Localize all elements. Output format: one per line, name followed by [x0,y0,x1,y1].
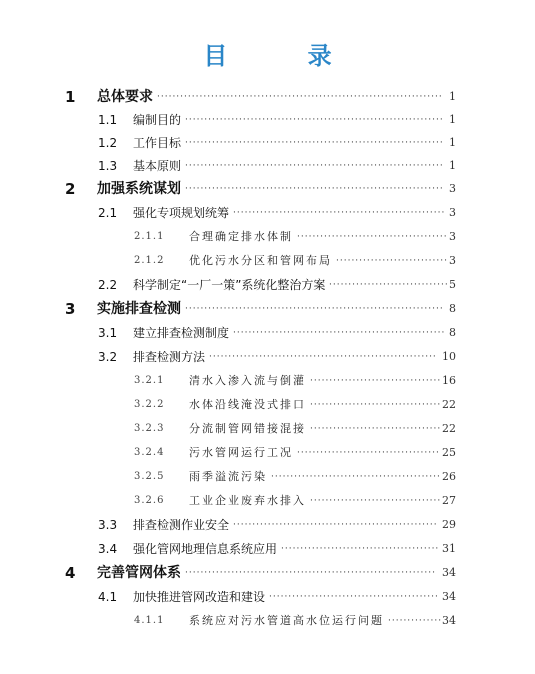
entry-label: 强化专项规划统筹 [133,206,230,220]
leader-dots: ·········································································· [157,92,443,102]
leader-dots: ····································· [297,448,440,458]
entry-label: 实施排查检测 [97,301,181,317]
page-number: 1 [449,159,456,172]
toc-entry[interactable] [0,538,535,560]
page-number: 31 [442,542,456,555]
entry-number: 1.1 [98,113,118,127]
page-number: 1 [449,113,456,126]
leader-dots: ·································· [310,496,442,506]
entry-label: 合理确定排水体制 [189,230,293,243]
entry-label: 水体沿线淹没式排口 [189,398,306,411]
toc-entry[interactable] [0,490,535,512]
leader-dots: ··································································· [185,115,444,125]
leader-dots: ········································· [281,544,440,554]
leader-dots: ·································· [310,400,442,410]
page-number: 1 [449,90,456,103]
leader-dots: ··································································· [185,304,444,314]
entry-label: 总体要求 [97,89,153,105]
toc-entry[interactable] [0,514,535,536]
entry-number: 3.2.6 [134,495,165,506]
toc-entry[interactable] [0,250,535,272]
entry-label: 建立排查检测制度 [133,326,230,340]
leader-dots: ····························· [336,256,448,266]
toc-entry[interactable] [0,562,535,584]
page-number: 8 [449,326,456,339]
leader-dots: ············································ [271,472,441,482]
entry-label: 工业企业废弃水排入 [189,494,306,507]
toc-entry[interactable] [0,298,535,320]
entry-number: 1.2 [98,136,118,150]
entry-number: 4.1 [98,590,118,604]
page-number: 3 [449,206,456,219]
page-number: 8 [449,302,456,315]
entry-label: 加强系统谋划 [97,181,181,197]
entry-label: 分流制管网错接混接 [189,422,306,435]
toc-entry[interactable] [0,155,535,177]
leader-dots: ··································································· [185,138,444,148]
leader-dots: ··································································· [185,161,444,171]
leader-dots: ····················································· [233,520,438,530]
entry-label: 系统应对污水管道高水位运行问题 [189,614,384,627]
toc-entry[interactable] [0,226,535,248]
entry-label: 强化管网地理信息系统应用 [133,542,278,556]
toc-entry[interactable] [0,610,535,632]
entry-number: 3.2.1 [134,375,165,386]
entry-number: 3.2.3 [134,423,165,434]
toc-entry[interactable] [0,586,535,608]
toc-entry[interactable] [0,86,535,108]
entry-number: 3.2.5 [134,471,165,482]
page-number: 22 [442,422,456,435]
entry-label: 加快推进管网改造和建设 [133,590,266,604]
leader-dots: ··························································· [209,352,437,362]
page-number: 34 [442,614,456,627]
toc-entry[interactable] [0,132,535,154]
leader-dots: ······················································· [233,328,446,338]
entry-number: 4.1.1 [134,615,165,626]
page-title: 目 录 [203,42,368,70]
toc-entry[interactable] [0,370,535,392]
entry-number: 3.2 [98,350,118,364]
entry-number: 3.3 [98,518,118,532]
leader-dots: ·············· [388,616,443,626]
entry-number: 1 [65,88,76,106]
toc-entry[interactable] [0,442,535,464]
entry-number: 2.2 [98,278,118,292]
leader-dots: ··································································· [185,184,444,194]
leader-dots: ·································· [310,376,442,386]
entry-number: 3.4 [98,542,118,556]
leader-dots: ·································· [310,424,442,434]
page-number: 34 [442,590,456,603]
entry-label: 完善管网体系 [97,565,181,581]
page-number: 22 [442,398,456,411]
page-number: 27 [442,494,456,507]
page-number: 25 [442,446,456,459]
entry-number: 2.1 [98,206,118,220]
entry-label: 编制目的 [133,113,182,127]
entry-number: 3.2.2 [134,399,165,410]
page-number: 3 [449,182,456,195]
entry-label: 排查检测方法 [133,350,206,364]
page-number: 16 [442,374,456,387]
entry-number: 4 [65,564,76,582]
toc-entry[interactable] [0,418,535,440]
toc-entry[interactable] [0,274,535,296]
entry-label: 污水管网运行工况 [189,446,293,459]
entry-label: 清水入渗入流与倒灌 [189,374,306,387]
toc-entry[interactable] [0,466,535,488]
entry-number: 1.3 [98,159,118,173]
toc-entry[interactable] [0,346,535,368]
leader-dots: ······················································· [233,208,446,218]
leader-dots: ······································· [297,232,448,242]
page-number: 3 [449,230,456,243]
entry-label: 优化污水分区和管网布局 [189,254,332,267]
page-number: 3 [449,254,456,267]
leader-dots: ············································ [269,592,439,602]
entry-label: 排查检测作业安全 [133,518,230,532]
page-number: 10 [442,350,456,363]
page-number: 1 [449,136,456,149]
page-number: 26 [442,470,456,483]
entry-number: 2.1.1 [134,231,165,242]
entry-number: 3 [65,300,76,318]
page-number: 5 [449,278,456,291]
toc-entry[interactable] [0,178,535,200]
page-number: 34 [442,566,456,579]
toc-entry[interactable] [0,202,535,224]
entry-label: 雨季溢流污染 [189,470,267,483]
toc-entry[interactable] [0,109,535,131]
entry-label: 科学制定“一厂一策”系统化整治方案 [133,278,326,292]
toc-entry[interactable] [0,322,535,344]
entry-number: 2.1.2 [134,255,165,266]
entry-number: 3.2.4 [134,447,165,458]
entry-number: 3.1 [98,326,118,340]
entry-label: 工作目标 [133,136,182,150]
entry-number: 2 [65,180,76,198]
entry-label: 基本原则 [133,159,182,173]
toc-entry[interactable] [0,394,535,416]
leader-dots: ······························· [329,280,449,290]
leader-dots: ································································· [185,568,436,578]
page-number: 29 [442,518,456,531]
